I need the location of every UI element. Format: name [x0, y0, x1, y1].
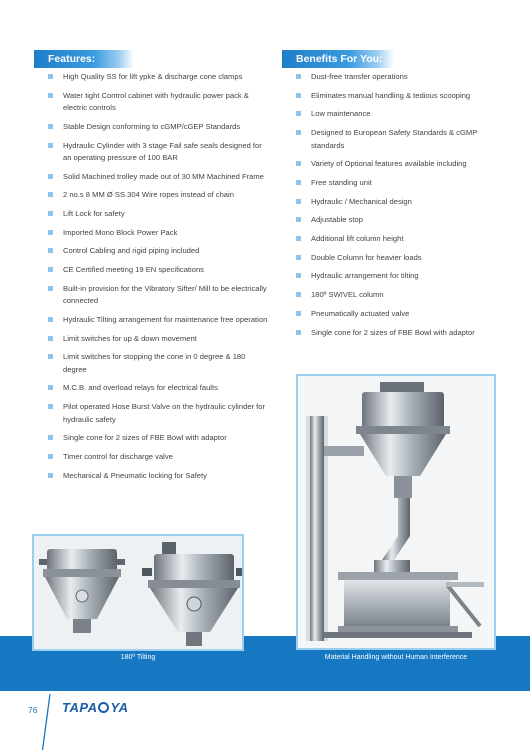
brand-text-part2: YA	[110, 700, 129, 715]
bullet-square-icon	[296, 130, 301, 135]
feature-text: Imported Mono Block Power Pack	[63, 227, 178, 237]
benefit-text: Hydraulic / Mechanical design	[311, 196, 412, 206]
bullet-square-icon	[296, 111, 301, 116]
feature-text: Control Cabling and rigid piping included	[63, 246, 200, 256]
footer-divider-slash	[34, 694, 64, 750]
list-item	[48, 140, 268, 165]
bullet-square-icon	[48, 267, 53, 272]
benefits-list	[296, 71, 501, 345]
feature-text: Limit switches for up & down movement	[63, 333, 197, 343]
bullet-square-icon	[296, 74, 301, 79]
bullet-square-icon	[296, 180, 301, 185]
benefit-text: Designed to European Safety Standards & cGMP standards	[311, 128, 478, 150]
feature-text: Built-in provision for the Vibratory Sifter/ Mill to be electrically connected	[63, 283, 267, 306]
list-item	[296, 289, 501, 301]
bullet-square-icon	[48, 336, 53, 341]
tilting-caption: 180º Tilting	[120, 654, 156, 661]
bullet-square-icon	[296, 255, 301, 260]
benefit-text: Dust-free transfer operations	[311, 72, 408, 81]
list-item	[296, 308, 501, 320]
list-item	[48, 283, 268, 308]
benefit-text: Hydraulic arrangement for tilting	[311, 271, 419, 281]
list-item	[48, 351, 268, 376]
list-item	[48, 314, 268, 326]
bullet-square-icon	[48, 230, 53, 235]
bullet-square-icon	[48, 192, 53, 197]
bullet-square-icon	[48, 124, 53, 129]
bullet-square-icon	[48, 211, 53, 216]
material-handling-machine-illustration	[298, 376, 494, 648]
bullet-square-icon	[296, 330, 301, 335]
list-item	[48, 171, 268, 183]
feature-text: Single cone for 2 sizes of FBE Bowl with adaptor	[63, 433, 227, 443]
bullet-square-icon	[48, 404, 53, 409]
list-item	[48, 333, 268, 345]
features-heading: Features:	[34, 50, 134, 68]
bullet-square-icon	[296, 199, 301, 204]
list-item	[296, 252, 501, 264]
bullet-square-icon	[48, 385, 53, 390]
bullet-square-icon	[48, 74, 53, 79]
benefit-text: 180º SWIVEL column	[311, 290, 384, 300]
list-item	[48, 451, 268, 463]
bullet-square-icon	[296, 217, 301, 222]
bullet-square-icon	[296, 93, 301, 98]
list-item	[48, 121, 268, 133]
benefits-heading: Benefits For You:	[282, 50, 394, 68]
feature-text: CE Certified meeting 19 EN specifications	[63, 265, 204, 275]
list-item	[48, 470, 268, 482]
feature-text: Timer control for discharge valve	[63, 451, 173, 461]
bullet-square-icon	[48, 248, 53, 253]
bullet-square-icon	[48, 473, 53, 478]
benefit-text: Adjustable stop	[311, 215, 363, 225]
feature-text: Hydraulic Cylinder with 3 stage Fail safe seals designed for an operating pressure of 100 BAR	[63, 140, 262, 162]
tilting-photo	[32, 534, 244, 651]
tilting-cones-illustration	[34, 536, 242, 649]
benefit-text: Variety of Optional features available including	[311, 159, 467, 169]
list-item	[296, 127, 501, 152]
bullet-square-icon	[48, 317, 53, 322]
benefit-text: Low maintenance	[311, 109, 371, 119]
list-item	[296, 90, 501, 102]
bullet-square-icon	[296, 273, 301, 278]
bullet-square-icon	[296, 236, 301, 241]
list-item	[48, 382, 268, 394]
feature-text: Solid Machined trolley made out of 30 MM Machined Frame	[63, 171, 264, 181]
material-handling-photo	[296, 374, 496, 650]
feature-text: Pilot operated Hose Burst Valve on the hydraulic cylinder for hydraulic safety	[63, 402, 266, 424]
benefit-text: Double Column for heavier loads	[311, 252, 422, 262]
bullet-square-icon	[48, 354, 53, 359]
feature-text: Mechanical & Pneumatic locking for Safety	[63, 470, 207, 480]
brand-logo	[62, 700, 129, 715]
benefit-text: Free standing unit	[311, 177, 372, 187]
page-number: 76	[28, 705, 38, 715]
list-item	[296, 108, 501, 120]
benefit-text: Pneumatically actuated valve	[311, 308, 410, 318]
bullet-square-icon	[48, 143, 53, 148]
list-item	[296, 270, 501, 282]
feature-text: Stable Design conforming to cGMP/cGEP Standards	[63, 121, 241, 131]
benefit-text: Additional lift column height	[311, 234, 404, 244]
list-item	[296, 71, 501, 83]
list-item	[48, 90, 268, 115]
bullet-square-icon	[48, 435, 53, 440]
benefit-text: Eliminates manual handling & tedious scooping	[311, 90, 471, 100]
list-item	[48, 189, 268, 201]
material-handling-caption: Material Handling without Human Interference	[324, 654, 468, 661]
bullet-square-icon	[296, 311, 301, 316]
features-list	[48, 71, 268, 488]
feature-text: M.C.B. and overload relays for electrical faults	[63, 383, 218, 393]
list-item	[48, 227, 268, 239]
bullet-square-icon	[48, 286, 53, 291]
list-item	[48, 208, 268, 220]
list-item	[296, 214, 501, 226]
bullet-square-icon	[296, 161, 301, 166]
feature-text: Limit switches for stopping the cone in 0 degree & 180 degree	[63, 352, 246, 374]
list-item	[296, 158, 501, 170]
list-item	[48, 245, 268, 257]
bullet-square-icon	[48, 454, 53, 459]
list-item	[48, 264, 268, 276]
list-item	[48, 432, 268, 444]
bullet-square-icon	[48, 93, 53, 98]
list-item	[296, 327, 501, 339]
feature-text: Lift Lock for safety	[63, 209, 125, 219]
bullet-square-icon	[296, 292, 301, 297]
feature-text: Hydraulic Tilting arrangement for maintenance free operation	[63, 314, 268, 324]
list-item	[296, 233, 501, 245]
list-item	[48, 401, 268, 426]
brand-o-icon	[98, 702, 109, 713]
feature-text: Water tight Control cabinet with hydraulic power pack & electric controls	[63, 90, 249, 113]
list-item	[296, 177, 501, 189]
feature-text: 2 no.s 8 MM Ø SS.304 Wire ropes instead of chain	[63, 190, 234, 200]
feature-text: High Quality SS for lift ypke & discharge cone clamps	[63, 72, 243, 81]
list-item	[296, 196, 501, 208]
list-item	[48, 71, 268, 83]
bullet-square-icon	[48, 174, 53, 179]
brand-text-part1: TAPA	[62, 700, 98, 715]
benefit-text: Single cone for 2 sizes of FBE Bowl with adaptor	[311, 327, 475, 337]
